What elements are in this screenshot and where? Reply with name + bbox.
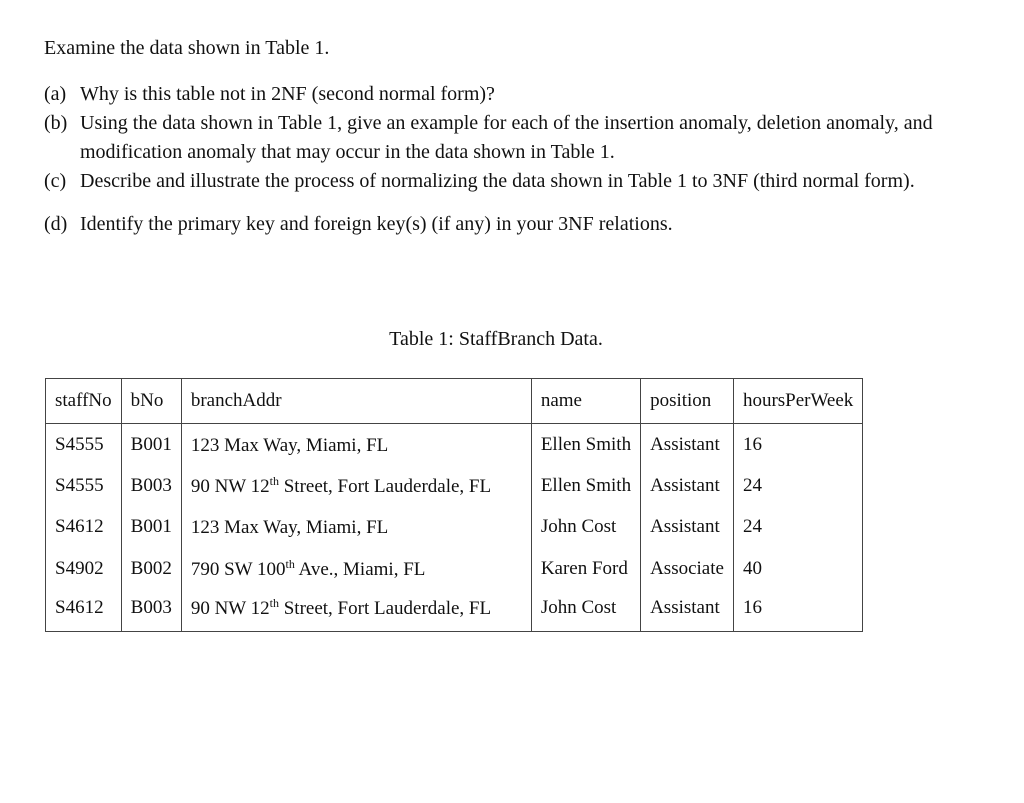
addr-text: 90 NW 12 [190, 475, 270, 497]
cell-hours: 16 [733, 424, 862, 466]
question-text: Why is this table not in 2NF (second normal form)? [80, 83, 495, 105]
question-c [44, 167, 964, 196]
cell-position: Associate [641, 548, 734, 590]
addr-text: 123 Max Way, Miami, FL [190, 434, 389, 456]
question-text: Identify the primary key and foreign key(s) (if any) in your 3NF relations. [80, 213, 673, 235]
question-label: (c) [44, 170, 67, 192]
question-a [44, 80, 964, 109]
cell-branchaddr [181, 507, 531, 549]
cell-bno: B001 [121, 507, 181, 549]
cell-name: Karen Ford [531, 548, 640, 590]
question-list [44, 80, 964, 239]
header-staffno: staffNo [46, 379, 122, 424]
cell-branchaddr [181, 548, 531, 590]
cell-branchaddr [181, 424, 531, 466]
cell-name: Ellen Smith [531, 424, 640, 466]
question-label: (a) [44, 83, 67, 105]
header-hoursperweek: hoursPerWeek [733, 379, 862, 424]
cell-hours: 24 [733, 507, 862, 549]
question-text: Describe and illustrate the process of normalizing the data shown in Table 1 to 3NF (third normal form). [80, 170, 915, 192]
addr-ordinal: th [269, 473, 279, 488]
addr-text: 90 NW 12 [190, 598, 270, 619]
cell-bno: B001 [121, 424, 181, 466]
cell-branchaddr [181, 590, 531, 632]
cell-staffno: S4555 [46, 465, 122, 507]
addr-text: 790 SW 100 [190, 558, 286, 580]
addr-ordinal: th [269, 596, 279, 610]
cell-position: Assistant [641, 507, 734, 549]
question-text: Using the data shown in Table 1, give an example for each of the insertion anomaly, deletion anomaly, and modification anomaly that may occur in the data shown in Table 1. [80, 112, 933, 163]
addr-text: 123 Max Way, Miami, FL [190, 517, 389, 539]
cell-name: Ellen Smith [531, 465, 640, 507]
cell-hours: 16 [733, 590, 862, 632]
cell-position: Assistant [641, 424, 734, 466]
header-bno: bNo [121, 379, 181, 424]
question-b [44, 109, 964, 167]
cell-name: John Cost [531, 590, 640, 632]
cell-hours: 24 [733, 465, 862, 507]
header-branchaddr: branchAddr [181, 379, 531, 424]
cell-staffno: S4555 [46, 424, 122, 466]
addr-text-rest: Street, Fort Lauderdale, FL [278, 475, 492, 497]
addr-text-rest: Street, Fort Lauderdale, FL [278, 598, 492, 619]
cell-staffno: S4612 [46, 507, 122, 549]
table-row [46, 507, 863, 549]
cell-staffno: S4902 [46, 548, 122, 590]
table-row [46, 465, 863, 507]
header-name: name [531, 379, 640, 424]
cell-bno: B003 [121, 590, 181, 632]
table-row [46, 590, 863, 632]
cell-branchaddr [181, 465, 531, 507]
question-label: (d) [44, 213, 68, 235]
cell-bno: B002 [121, 548, 181, 590]
table-row [46, 548, 863, 590]
addr-ordinal: th [285, 556, 295, 571]
table-header-row [46, 379, 863, 424]
cell-bno: B003 [121, 465, 181, 507]
addr-text-rest: Ave., Miami, FL [294, 558, 426, 580]
question-label: (b) [44, 112, 68, 134]
cell-position: Assistant [641, 590, 734, 632]
cell-staffno: S4612 [46, 590, 122, 632]
question-d [44, 210, 964, 239]
intro-text: Examine the data shown in Table 1. [44, 37, 330, 59]
cell-name: John Cost [531, 507, 640, 549]
header-position: position [641, 379, 734, 424]
cell-position: Assistant [641, 465, 734, 507]
table-row [46, 424, 863, 466]
table-caption: Table 1: StaffBranch Data. [389, 328, 603, 350]
cell-hours: 40 [733, 548, 862, 590]
staff-branch-table [45, 378, 863, 632]
